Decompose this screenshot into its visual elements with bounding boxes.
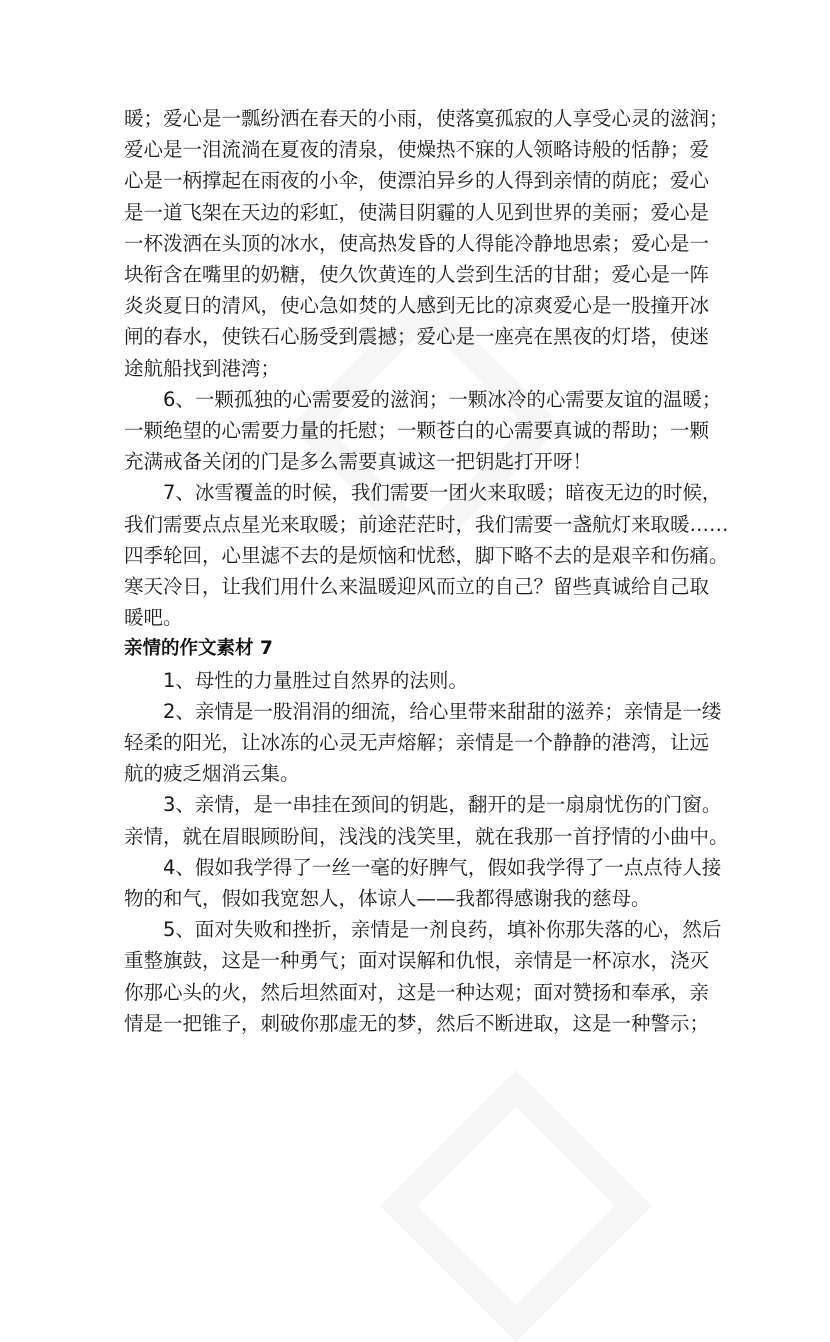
section-heading: 亲情的作文素材 7 — [124, 638, 273, 660]
paragraph-item-6 — [124, 384, 722, 478]
paragraph-item-5 — [124, 914, 722, 1039]
text-line: 四季轮回，心里滤不去的是烦恼和忧愁，脚下略不去的是艰辛和伤痛。 — [124, 543, 729, 567]
text-line: 重整旗鼓，这是一种勇气；面对误解和仇恨，亲情是一杯凉水，浇灭 — [124, 949, 710, 973]
watermark-logo — [380, 1070, 652, 1342]
text-line: 心是一柄撑起在雨夜的小伞，使漂泊异乡的人得到亲情的荫庇；爱心 — [124, 169, 710, 193]
text-line: 你那心头的火，然后坦然面对，这是一种达观；面对赞扬和奉承，亲 — [124, 980, 710, 1004]
text-line: 1、母性的力量胜过自然界的法则。 — [163, 668, 468, 692]
text-line: 3、亲情，是一串挂在颈间的钥匙，翻开的是一扇扇忧伤的门窗。 — [163, 793, 722, 817]
text-line: 航的疲乏烟消云集。 — [124, 762, 300, 786]
text-line: 轻柔的阳光，让冰冻的心灵无声熔解；亲情是一个静静的港湾，让远 — [124, 731, 710, 755]
paragraph-item-7 — [124, 477, 729, 633]
text-line: 寒天冷日，让我们用什么来温暖迎风而立的自己？留些真诚给自己取 — [124, 575, 710, 599]
document-body — [124, 103, 729, 1039]
text-line: 闸的春水，使铁石心肠受到震撼；爱心是一座亮在黑夜的灯塔，使迷 — [124, 325, 710, 349]
text-line: 2、亲情是一股涓涓的细流，给心里带来甜甜的滋养；亲情是一缕 — [163, 699, 722, 723]
text-line: 暖吧。 — [124, 606, 183, 630]
text-line: 5、面对失败和挫折，亲情是一剂良药，填补你那失落的心，然后 — [163, 918, 722, 942]
text-line: 暖；爱心是一瓢纷洒在春天的小雨，使落寞孤寂的人享受心灵的滋润； — [124, 107, 729, 130]
text-line: 一颗绝望的心需要力量的托慰；一颗苍白的心需要真诚的帮助；一颗 — [124, 419, 710, 443]
text-line: 爱心是一泪流淌在夏夜的清泉，使燥热不寐的人领略诗般的恬静；爱 — [124, 138, 710, 162]
text-line: 4、假如我学得了一丝一毫的好脾气，假如我学得了一点点待人接 — [163, 855, 722, 879]
text-line: 6、一颗孤独的心需要爱的滋润；一颗冰冷的心需要友谊的温暖； — [163, 387, 722, 411]
text-line: 途航船找到港湾； — [124, 356, 281, 380]
text-line: 块衔含在嘴里的奶糖，使久饮黄连的人尝到生活的甘甜；爱心是一阵 — [124, 263, 710, 287]
paragraph-item-1 — [124, 665, 707, 696]
text-line: 是一道飞架在天边的彩虹，使满目阴霾的人见到世界的美丽；爱心是 — [124, 200, 710, 224]
paragraph-item-4 — [124, 852, 722, 914]
text-line: 炎炎夏日的清风，使心急如焚的人感到无比的凉爽爱心是一股撞开冰 — [124, 294, 710, 318]
text-line: 情是一把锥子，刺破你那虚无的梦，然后不断进取，这是一种警示； — [124, 1011, 710, 1035]
paragraph-item-3 — [124, 789, 729, 851]
text-line: 7、冰雪覆盖的时候，我们需要一团火来取暖；暗夜无边的时候， — [163, 481, 722, 505]
text-line: 我们需要点点星光来取暖；前途茫茫时，我们需要一盏航灯来取暖…… — [124, 512, 729, 536]
text-line: 充满戒备关闭的门是多么需要真诚这一把钥匙打开呀！ — [124, 450, 593, 474]
text-line: 亲情，就在眉眼顾盼间，浅浅的浅笑里，就在我那一首抒情的小曲中。 — [124, 824, 729, 848]
paragraph-item-2 — [124, 696, 722, 790]
text-line: 物的和气，假如我宽恕人，体谅人——我都得感谢我的慈母。 — [124, 887, 651, 911]
text-line: 一杯泼洒在头顶的冰水，使高热发昏的人得能冷静地思索；爱心是一 — [124, 231, 710, 255]
paragraph-love-metaphors — [124, 103, 729, 384]
